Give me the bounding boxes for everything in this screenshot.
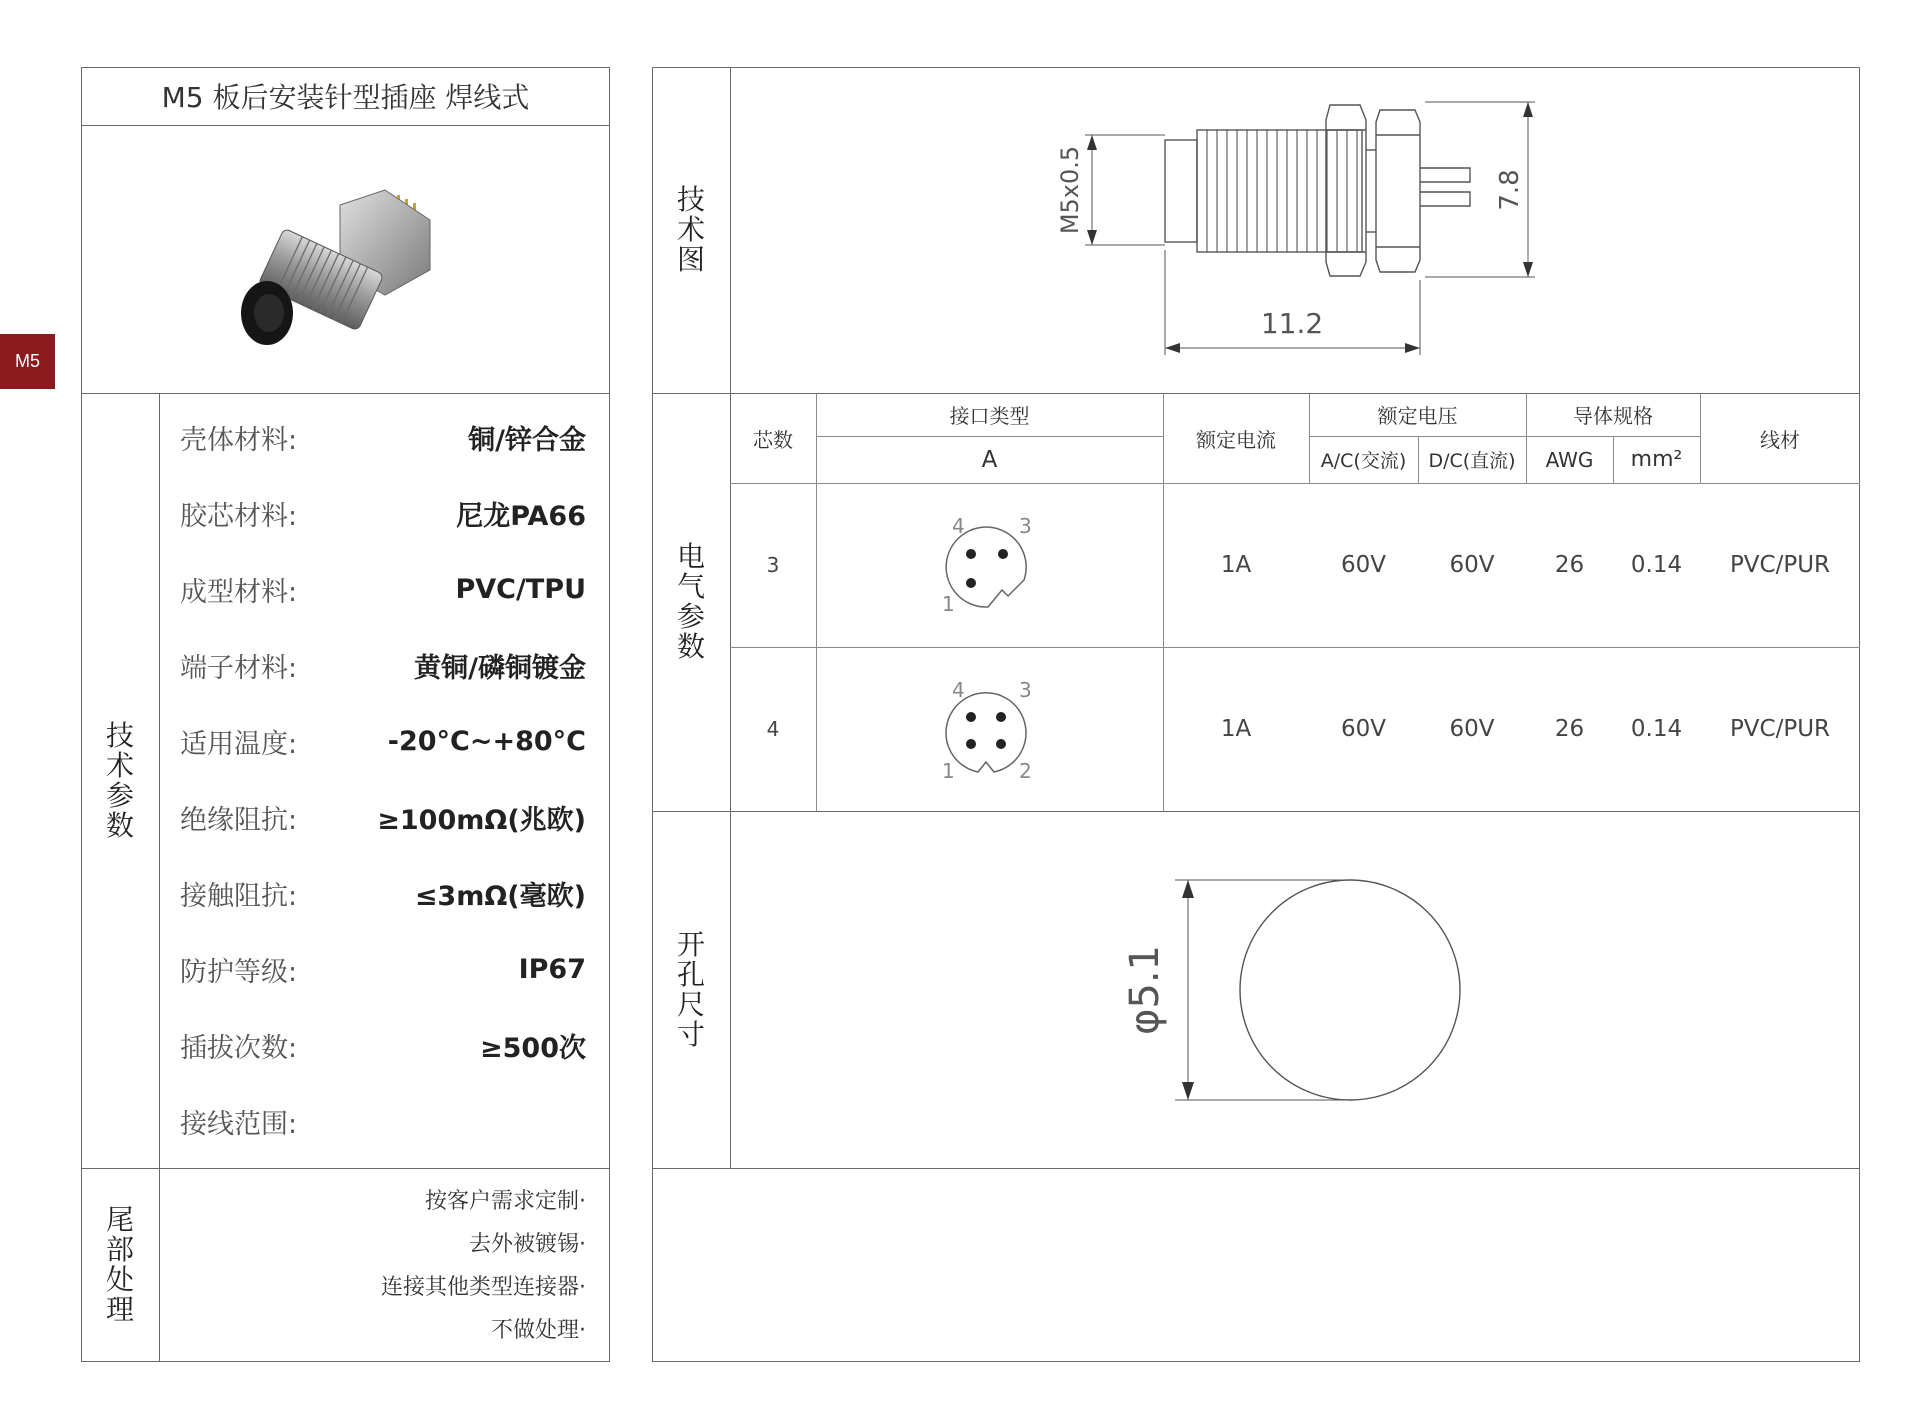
tail-option: 连接其他类型连接器·	[381, 1275, 586, 1300]
tail-treatment-label: 尾 部 处 理	[105, 1203, 134, 1326]
header-voltage: 额定电压	[1377, 404, 1458, 428]
spec-value: ≥100mΩ(兆欧)	[377, 804, 586, 836]
divider	[81, 125, 610, 126]
pin-label-2: 2	[1019, 759, 1032, 783]
header-interface: 接口类型	[949, 404, 1030, 428]
row2-mm2: 0.14	[1630, 716, 1683, 742]
tech-params-label: 技 术 参 数	[105, 718, 134, 842]
pinout-3-pin	[926, 508, 1046, 628]
spec-value: ≥500次	[480, 1032, 586, 1064]
spec-label: 壳体材料:	[180, 424, 298, 456]
divider	[81, 393, 610, 394]
pinout-4-icon	[926, 672, 1046, 792]
spec-value: ≤3mΩ(毫欧)	[414, 880, 586, 912]
spec-row	[180, 863, 586, 923]
pin-label-4: 4	[952, 678, 965, 702]
spec-label: 绝缘阻抗:	[180, 804, 298, 836]
tech-drawing-label: 技 术 图	[676, 183, 705, 276]
header-mm2: mm²	[1630, 447, 1683, 472]
row2-awg: 26	[1554, 716, 1585, 742]
spec-row	[180, 559, 586, 619]
column-divider	[159, 393, 160, 1362]
row1-mm2: 0.14	[1630, 552, 1683, 578]
spec-label: 防护等级:	[180, 956, 298, 988]
row2-ac: 60V	[1340, 716, 1386, 742]
hole-size-label: 开 孔 尺 寸	[676, 927, 705, 1051]
row2-dc: 60V	[1449, 716, 1495, 742]
product-title: M5 板后安装针型插座 焊线式	[161, 81, 530, 114]
pin-label-3: 3	[1019, 514, 1032, 538]
spec-value: 黄铜/磷铜镀金	[414, 652, 586, 684]
divider	[652, 811, 1860, 812]
header-awg: AWG	[1545, 447, 1594, 472]
row1-cores: 3	[766, 553, 780, 577]
tail-option: 按客户需求定制·	[425, 1189, 586, 1214]
hole-drawing	[1100, 870, 1480, 1110]
spec-row	[180, 635, 586, 695]
row1-dc: 60V	[1449, 552, 1495, 578]
spec-label: 适用温度:	[180, 728, 298, 760]
row2-current: 1A	[1220, 716, 1252, 742]
spec-label: 端子材料:	[180, 652, 298, 684]
thread-dimension: M5x0.5	[1056, 145, 1084, 235]
header-wire: 线材	[1760, 427, 1800, 452]
technical-drawing	[1030, 90, 1570, 370]
spec-row	[180, 483, 586, 543]
spec-value: IP67	[518, 953, 586, 985]
spec-row	[180, 711, 586, 771]
row1-ac: 60V	[1340, 552, 1386, 578]
pin-label-1: 1	[942, 592, 955, 616]
header-interface-sub: A	[981, 446, 998, 473]
spec-row	[180, 1091, 586, 1151]
spec-value: -20°C~+80°C	[387, 725, 586, 757]
pin-label-1: 1	[942, 759, 955, 783]
tail-option: 去外被镀锡·	[469, 1232, 586, 1257]
header-current: 额定电流	[1196, 427, 1276, 452]
connector-photo-icon	[225, 175, 465, 355]
spec-label: 胶芯材料:	[180, 500, 298, 532]
row2-wire: PVC/PUR	[1729, 716, 1831, 742]
hole-diameter: φ5.1	[1122, 945, 1168, 1035]
spec-value: 铜/锌合金	[468, 424, 586, 456]
spec-row	[180, 1015, 586, 1075]
length-dimension: 11.2	[1260, 307, 1324, 340]
spec-label: 接线范围:	[180, 1108, 298, 1140]
spec-row	[180, 939, 586, 999]
spec-value: 尼龙PA66	[456, 500, 586, 532]
side-tab	[0, 334, 55, 389]
electrical-params-label: 电 气 参 数	[676, 540, 705, 663]
product-photo	[225, 175, 465, 355]
header-dc: D/C(直流)	[1428, 450, 1516, 472]
spec-value: PVC/TPU	[455, 573, 586, 605]
spec-row	[180, 407, 586, 467]
header-conductor: 导体规格	[1573, 404, 1653, 428]
side-tab-label: M5	[14, 351, 40, 371]
spec-row	[180, 787, 586, 847]
divider	[81, 1168, 610, 1169]
row1-awg: 26	[1554, 552, 1585, 578]
divider	[652, 1168, 1860, 1169]
header-ac: A/C(交流)	[1320, 450, 1407, 472]
pin-label-4: 4	[952, 514, 965, 538]
spec-label: 成型材料:	[180, 576, 298, 608]
height-dimension: 7.8	[1495, 169, 1525, 211]
pin-label-3: 3	[1019, 678, 1032, 702]
tail-option: 不做处理·	[491, 1318, 586, 1343]
row2-cores: 4	[766, 717, 780, 741]
pinout-3-icon	[926, 508, 1046, 628]
spec-label: 接触阻抗:	[180, 880, 298, 912]
header-cores: 芯数	[753, 427, 793, 452]
row1-wire: PVC/PUR	[1729, 552, 1831, 578]
row1-current: 1A	[1220, 552, 1252, 578]
pinout-4-pin	[926, 672, 1046, 792]
spec-label: 插拔次数:	[180, 1032, 298, 1064]
